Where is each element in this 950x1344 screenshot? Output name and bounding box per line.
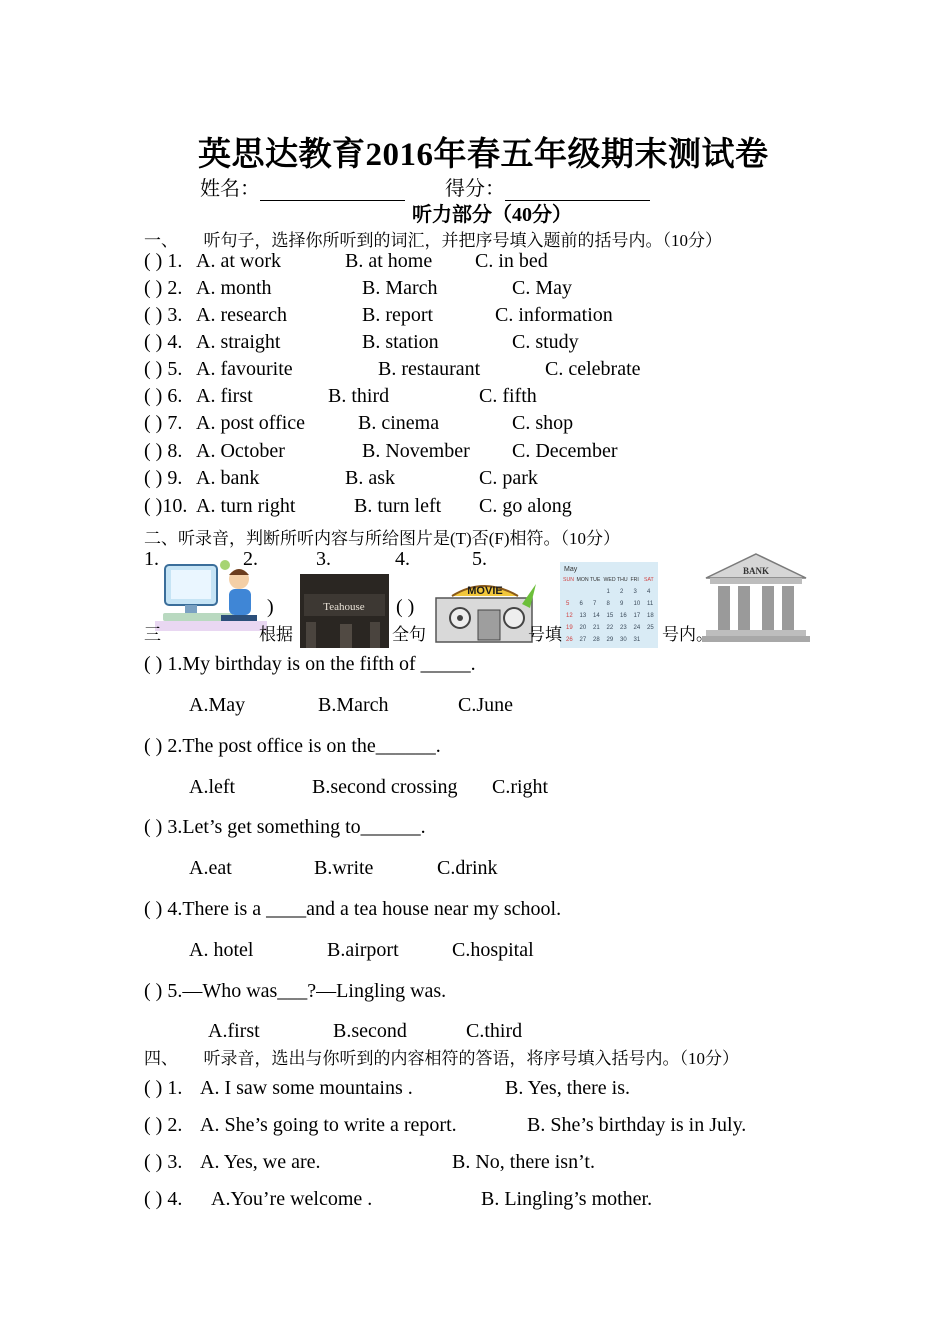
s1-question-4 bbox=[144, 331, 844, 359]
calendar-date: 8 bbox=[606, 601, 610, 607]
picture-number-1: 1. bbox=[144, 548, 159, 570]
calendar-date: 18 bbox=[647, 613, 654, 619]
option-b: B. No, there isn’t. bbox=[452, 1151, 595, 1173]
calendar-date: 1 bbox=[606, 589, 610, 595]
s1-question-5 bbox=[144, 358, 844, 386]
picture-number-4: 4. bbox=[395, 548, 410, 570]
s1-question-3 bbox=[144, 304, 844, 332]
option-b: B. Yes, there is. bbox=[505, 1077, 631, 1099]
section3-heading-fragment-4: 号填 bbox=[528, 625, 562, 644]
option-c: C. go along bbox=[479, 495, 572, 517]
calendar-day-label: TUE bbox=[590, 577, 601, 583]
teahouse-sign: Teahouse bbox=[323, 601, 365, 613]
calendar-date: 27 bbox=[579, 637, 587, 643]
option-a: A. straight bbox=[196, 331, 281, 353]
calendar-date: 16 bbox=[620, 613, 627, 619]
calendar-date: 5 bbox=[566, 601, 570, 607]
option-b: B. station bbox=[362, 331, 439, 353]
option-c: C. May bbox=[512, 277, 572, 299]
calendar-day-label: SAT bbox=[644, 577, 654, 583]
calendar-date: 22 bbox=[606, 625, 614, 631]
s3-question-2-stem: ( ) 2.The post office is on the______. bbox=[144, 735, 441, 757]
s1-question-10 bbox=[144, 495, 844, 523]
calendar-date: 19 bbox=[566, 625, 573, 631]
option-c: C. fifth bbox=[479, 385, 537, 407]
option-a: A.eat bbox=[189, 857, 232, 879]
option-a: A. turn right bbox=[196, 495, 296, 517]
option-a: A.first bbox=[208, 1020, 260, 1042]
question-number: ( ) 3. bbox=[144, 1151, 183, 1173]
option-b: B.write bbox=[314, 857, 374, 879]
s3-question-3-options bbox=[0, 857, 700, 885]
page-title: 英思达教育2016年春五年级期末测试卷 bbox=[198, 137, 769, 173]
question-number: ( ) 1. bbox=[144, 1077, 183, 1099]
calendar-date: 14 bbox=[593, 613, 600, 619]
question-number: ( ) 6. bbox=[144, 385, 183, 407]
question-number: ( ) 4. bbox=[144, 1188, 183, 1210]
option-a: A. post office bbox=[196, 412, 306, 434]
option-c: C. study bbox=[512, 331, 579, 353]
s4-question-1 bbox=[144, 1077, 844, 1105]
s3-question-4-options bbox=[0, 939, 700, 967]
calendar-date: 11 bbox=[647, 601, 654, 607]
calendar-day-label: WED bbox=[603, 577, 616, 583]
calendar-date: 7 bbox=[593, 601, 597, 607]
calendar-date: 24 bbox=[633, 625, 641, 631]
option-c: C.third bbox=[466, 1020, 523, 1042]
option-c: C. celebrate bbox=[545, 358, 641, 380]
calendar-day-label: MON bbox=[576, 577, 589, 583]
s1-question-1 bbox=[144, 250, 844, 278]
calendar-month: May bbox=[564, 566, 578, 573]
section3-heading-fragment-1: 三 bbox=[144, 625, 161, 644]
option-b: B. restaurant bbox=[378, 358, 481, 380]
option-b: B. November bbox=[362, 440, 470, 462]
option-b: B.March bbox=[318, 694, 389, 716]
question-number: ( ) 8. bbox=[144, 440, 183, 462]
option-a: A. hotel bbox=[189, 939, 254, 961]
question-number: ( ) 1. bbox=[144, 250, 183, 272]
option-b: B. ask bbox=[345, 467, 395, 489]
question-number: ( ) 7. bbox=[144, 412, 183, 434]
section4-heading: 四、 听录音，选出与你听到的内容相符的答语，将序号填入括号内。（10分） bbox=[144, 1049, 739, 1068]
calendar-date: 20 bbox=[579, 625, 587, 631]
teahouse-image bbox=[300, 574, 389, 648]
calendar-date: 30 bbox=[620, 637, 627, 643]
calendar-date: 4 bbox=[647, 589, 651, 595]
option-a: A.left bbox=[189, 776, 236, 798]
option-c: C. shop bbox=[512, 412, 574, 434]
section3-heading-fragment-3: 全句 bbox=[392, 625, 426, 644]
section3-heading-fragment-2: 根据 bbox=[259, 625, 293, 644]
movie-sign: MOVIE bbox=[467, 585, 503, 597]
option-a: A. Yes, we are. bbox=[200, 1151, 321, 1173]
calendar-date: 3 bbox=[633, 589, 637, 595]
boy-computer-image bbox=[155, 557, 267, 633]
option-b: B. cinema bbox=[358, 412, 440, 434]
name-label: 姓名： bbox=[200, 178, 260, 200]
calendar-date: 26 bbox=[566, 637, 573, 643]
option-a: A. month bbox=[196, 277, 272, 299]
option-b: B. report bbox=[362, 304, 434, 326]
section3-heading-fragment-5: 号内。 bbox=[662, 625, 713, 644]
calendar-date: 9 bbox=[620, 601, 624, 607]
section2-heading: 二、听录音，判断所听内容与所给图片是(T)否(F)相符。（10分） bbox=[144, 529, 620, 548]
calendar-date: 28 bbox=[593, 637, 600, 643]
s4-question-2 bbox=[144, 1114, 844, 1142]
calendar-date: 23 bbox=[620, 625, 627, 631]
s1-question-9 bbox=[144, 467, 844, 495]
option-b: B.second bbox=[333, 1020, 407, 1042]
option-a: A.You’re welcome . bbox=[211, 1188, 373, 1210]
question-number: ( )10. bbox=[144, 495, 188, 517]
s3-question-2-options bbox=[0, 776, 700, 804]
option-b: B. She’s birthday is in July. bbox=[527, 1114, 747, 1136]
question-number: ( ) 2. bbox=[144, 277, 183, 299]
option-a: A. bank bbox=[196, 467, 260, 489]
option-b: B. March bbox=[362, 277, 438, 299]
option-c: C. information bbox=[495, 304, 613, 326]
question-number: ( ) 9. bbox=[144, 467, 183, 489]
calendar-date: 17 bbox=[633, 613, 641, 619]
option-a: A.May bbox=[189, 694, 246, 716]
option-b: B. turn left bbox=[354, 495, 442, 517]
option-a: A. favourite bbox=[196, 358, 293, 380]
option-b: B. third bbox=[328, 385, 390, 407]
option-c: C.right bbox=[492, 776, 549, 798]
option-a: A. first bbox=[196, 385, 253, 407]
option-c: C. park bbox=[479, 467, 538, 489]
picture3-paren[interactable]: ( ) bbox=[396, 596, 415, 618]
calendar-date: 29 bbox=[606, 637, 614, 643]
listening-heading: 听力部分（40分） bbox=[412, 204, 572, 226]
s3-question-1-stem: ( ) 1.My birthday is on the fifth of _____. bbox=[144, 653, 476, 675]
s4-question-4 bbox=[144, 1188, 844, 1216]
calendar-day-label: FRI bbox=[630, 577, 639, 583]
option-b: B.airport bbox=[327, 939, 399, 961]
option-c: C.hospital bbox=[452, 939, 534, 961]
bank-sign: BANK bbox=[742, 566, 770, 576]
s1-question-7 bbox=[144, 412, 844, 440]
option-a: A. She’s going to write a report. bbox=[200, 1114, 457, 1136]
bank-image bbox=[702, 552, 810, 644]
s3-question-3-stem: ( ) 3.Let’s get something to______. bbox=[144, 816, 426, 838]
option-a: A. research bbox=[196, 304, 288, 326]
s1-question-2 bbox=[144, 277, 844, 305]
name-score-row bbox=[200, 172, 650, 201]
option-a: A. at work bbox=[196, 250, 281, 272]
calendar-date: 21 bbox=[593, 625, 600, 631]
option-b: B.second crossing bbox=[312, 776, 458, 798]
picture-number-2: 2. bbox=[243, 548, 258, 570]
option-a: A. October bbox=[196, 440, 285, 462]
calendar-day-label: SUN bbox=[563, 577, 574, 583]
name-blank[interactable] bbox=[260, 180, 405, 201]
s4-question-3 bbox=[144, 1151, 844, 1179]
picture-number-3: 3. bbox=[316, 548, 331, 570]
s1-question-6 bbox=[144, 385, 844, 413]
calendar-date: 25 bbox=[647, 625, 654, 631]
calendar-image bbox=[560, 562, 658, 648]
question-number: ( ) 5. bbox=[144, 358, 183, 380]
cinema-image bbox=[430, 574, 540, 644]
calendar-date: 31 bbox=[633, 637, 641, 643]
calendar-date: 6 bbox=[579, 601, 583, 607]
question-number: ( ) 4. bbox=[144, 331, 183, 353]
section1-heading: 一、 听句子，选择你所听到的词汇，并把序号填入题前的括号内。（10分） bbox=[144, 231, 722, 250]
option-b: B. at home bbox=[345, 250, 433, 272]
s1-question-8 bbox=[144, 440, 844, 468]
s3-question-5-stem: ( ) 5.—Who was___?—Lingling was. bbox=[144, 980, 447, 1002]
option-c: C.drink bbox=[437, 857, 498, 879]
picture-number-5: 5. bbox=[472, 548, 487, 570]
option-c: C.June bbox=[458, 694, 513, 716]
calendar-date: 2 bbox=[620, 589, 624, 595]
question-number: ( ) 3. bbox=[144, 304, 183, 326]
calendar-date: 12 bbox=[566, 613, 573, 619]
option-c: C. in bed bbox=[475, 250, 548, 272]
question-number: ( ) 2. bbox=[144, 1114, 183, 1136]
score-label: 得分： bbox=[445, 178, 505, 200]
option-a: A. I saw some mountains . bbox=[200, 1077, 413, 1099]
calendar-date: 13 bbox=[579, 613, 587, 619]
calendar-day-label: THU bbox=[617, 577, 628, 583]
s3-question-1-options bbox=[0, 694, 700, 722]
option-b: B. Lingling’s mother. bbox=[481, 1188, 653, 1210]
option-c: C. December bbox=[512, 440, 618, 462]
calendar-date: 10 bbox=[633, 601, 641, 607]
calendar-date: 15 bbox=[606, 613, 614, 619]
picture2-paren: ) bbox=[267, 596, 274, 618]
s3-question-4-stem: ( ) 4.There is a ____and a tea house near my school. bbox=[144, 898, 562, 920]
